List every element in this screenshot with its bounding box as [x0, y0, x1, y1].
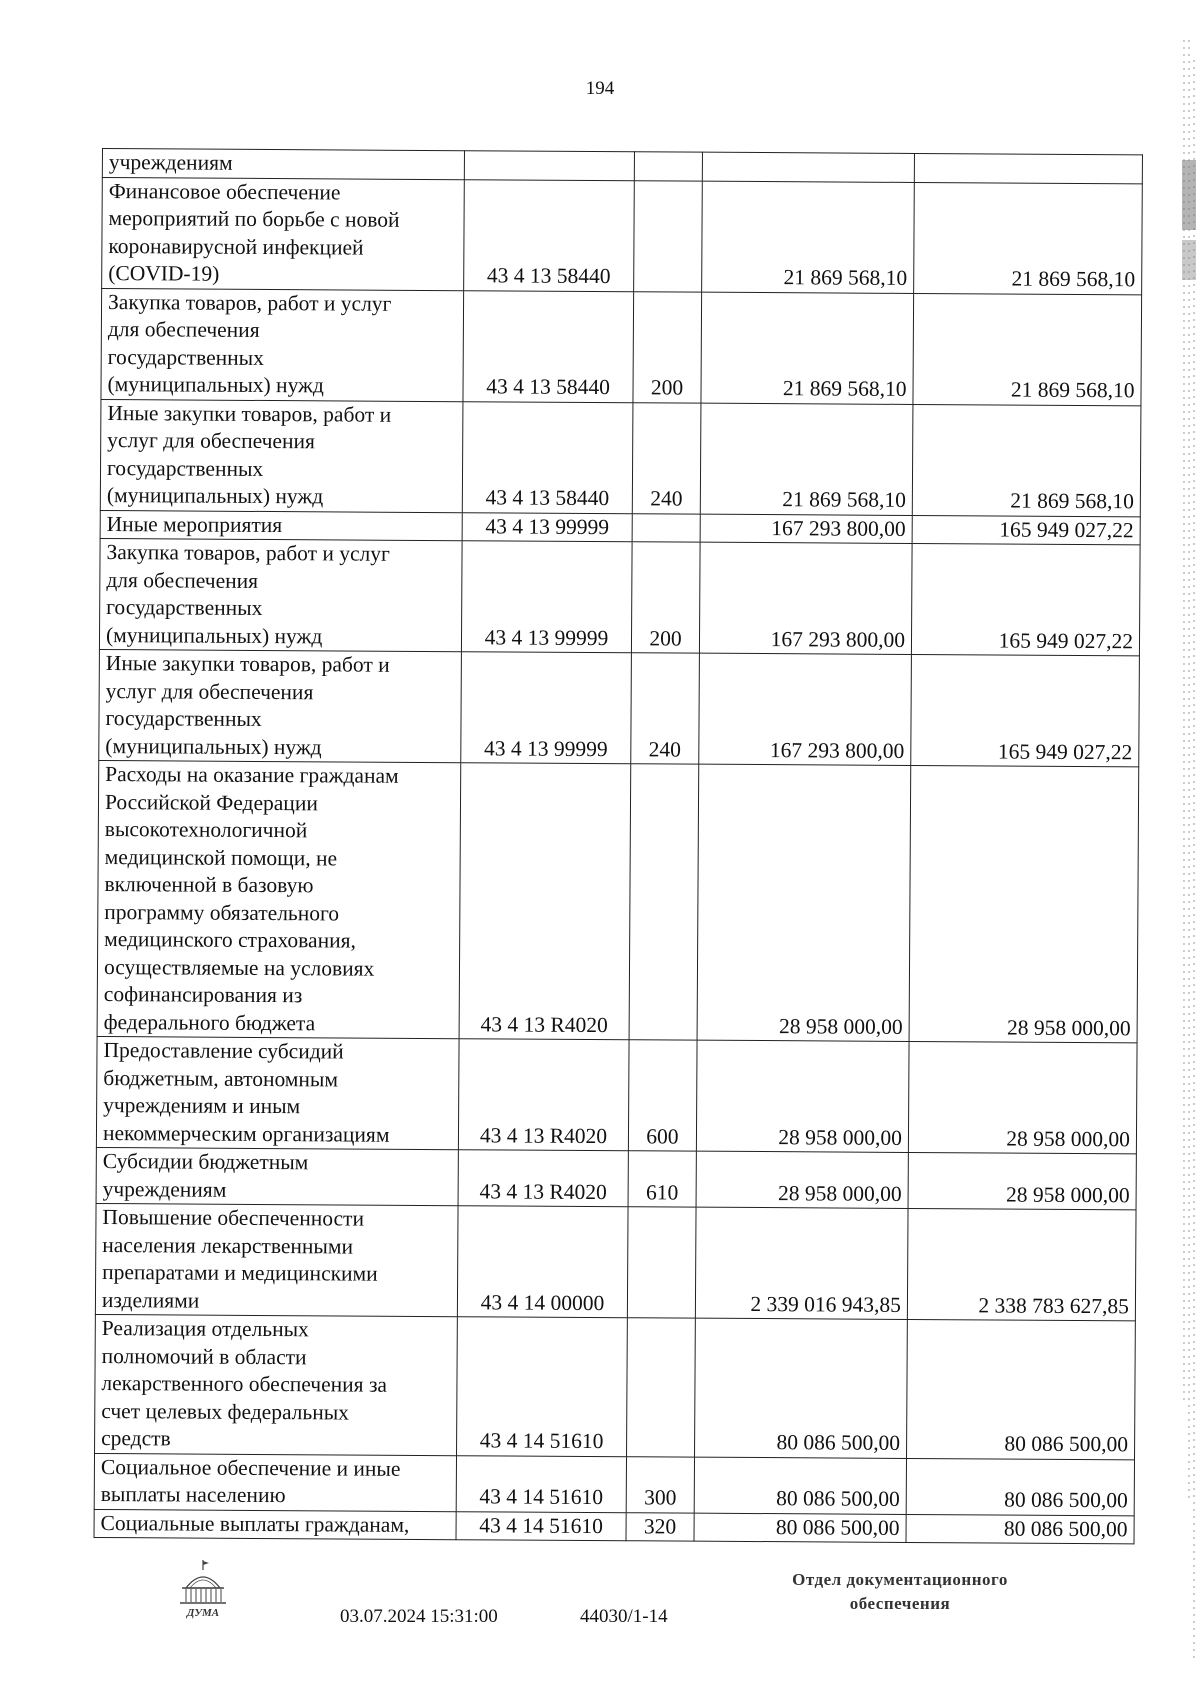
row-amount-2: [914, 153, 1142, 183]
row-name: Финансовое обеспечение мероприятий по борьбе с новой коронавирусной инфекцией (COVID-19): [102, 177, 465, 290]
table-row: [99, 649, 1140, 766]
row-amount-1: 167 293 800,00: [700, 514, 912, 544]
row-name: Иные закупки товаров, работ и услуг для обеспечения государственных (муниципальных) нужд: [99, 649, 462, 762]
row-name: Закупка товаров, работ и услуг для обеспечения государственных (муниципальных) нужд: [101, 288, 464, 401]
row-amount-2: 21 869 568,10: [914, 182, 1143, 294]
row-name: Субсидии бюджетным учреждениям: [96, 1147, 458, 1205]
row-expense-type: [634, 152, 702, 181]
row-amount-2: 28 958 000,00: [909, 765, 1139, 1042]
row-expense-type: 600: [628, 1040, 697, 1151]
table-row: [97, 760, 1139, 1042]
row-code: 43 4 13 58440: [463, 290, 634, 402]
row-code: 43 4 13 99999: [462, 512, 632, 542]
footer-date: 03.07.2024 15:31:00: [340, 1606, 498, 1627]
row-code: 43 4 14 51610: [456, 1511, 626, 1541]
row-amount-1: 80 086 500,00: [694, 1457, 906, 1514]
row-name: Социальное обеспечение и иные выплаты населению: [94, 1453, 456, 1511]
row-code: 43 4 13 99999: [461, 541, 632, 653]
row-amount-2: 165 949 027,22: [911, 654, 1140, 766]
row-name: Повышение обеспеченности населения лекарственными препаратами и медицинскими изделиями: [95, 1203, 458, 1316]
duma-logo-text: ДУМА: [186, 1607, 220, 1619]
row-code: 43 4 13 R4020: [459, 763, 631, 1040]
row-code: 43 4 14 00000: [457, 1206, 628, 1318]
row-amount-2: 80 086 500,00: [907, 1319, 1136, 1459]
row-expense-type: 610: [628, 1151, 696, 1207]
table-row: [102, 177, 1143, 294]
row-amount-1: 21 869 568,10: [701, 292, 914, 404]
row-name: Реализация отдельных полномочий в области лекарственного обеспечения за счет целевых федеральных средств: [95, 1314, 458, 1455]
budget-table: [94, 148, 1143, 1544]
row-amount-2: 21 869 568,10: [913, 293, 1142, 405]
row-expense-type: [627, 1318, 696, 1457]
table-row: [94, 1453, 1134, 1515]
row-amount-1: 28 958 000,00: [697, 764, 911, 1041]
table-row: [95, 1314, 1136, 1459]
row-expense-type: [632, 513, 700, 542]
row-expense-type: 300: [626, 1456, 694, 1512]
scan-edge-marks: [1180, 0, 1200, 1695]
table-row: [96, 1147, 1136, 1209]
row-amount-2: 165 949 027,22: [911, 543, 1140, 655]
table-row: [94, 1509, 1134, 1544]
row-amount-2: 165 949 027,22: [912, 515, 1140, 545]
row-amount-2: 80 086 500,00: [906, 1514, 1134, 1544]
row-name: Иные закупки товаров, работ и услуг для обеспечения государственных (муниципальных) нужд: [100, 399, 463, 512]
table-row: [99, 538, 1140, 655]
row-name: Социальные выплаты гражданам,: [94, 1509, 456, 1540]
footer-stamp: Отдел документационного обеспечения: [792, 1570, 1008, 1613]
duma-logo-icon: [172, 1558, 234, 1620]
row-code: 43 4 13 58440: [464, 179, 635, 291]
row-amount-2: 21 869 568,10: [912, 404, 1141, 516]
table-row: [96, 1036, 1137, 1153]
row-amount-1: 80 086 500,00: [694, 1513, 906, 1543]
row-name: Расходы на оказание гражданам Российской Федерации высокотехнологичной медицинской помощи, не включенной в базовую программу обязательного медицинского страхования, осуществляемые на условиях софинансирования из федерального бюджета: [97, 760, 461, 1038]
row-expense-type: [627, 1207, 696, 1318]
row-amount-1: 28 958 000,00: [696, 1040, 909, 1152]
row-code: 43 4 13 R4020: [458, 1150, 628, 1207]
row-expense-type: 240: [632, 402, 701, 513]
row-expense-type: 320: [626, 1512, 694, 1541]
row-code: 43 4 13 58440: [462, 401, 633, 513]
row-expense-type: 200: [633, 291, 702, 402]
row-amount-2: 2 338 783 627,85: [907, 1208, 1136, 1320]
row-expense-type: [634, 180, 703, 291]
row-amount-1: 167 293 800,00: [699, 542, 912, 654]
row-expense-type: [629, 764, 699, 1040]
row-amount-2: 80 086 500,00: [906, 1458, 1134, 1515]
table-row: [101, 288, 1142, 405]
table-row: [95, 1203, 1136, 1320]
row-expense-type: 240: [631, 653, 700, 764]
row-code: [464, 151, 634, 181]
row-expense-type: 200: [631, 542, 700, 653]
row-amount-2: 28 958 000,00: [908, 1041, 1137, 1153]
row-amount-1: 2 339 016 943,85: [695, 1207, 908, 1319]
table-row: [100, 399, 1141, 516]
row-amount-1: 21 869 568,10: [702, 181, 915, 293]
row-amount-2: 28 958 000,00: [908, 1152, 1136, 1209]
row-name: Предоставление субсидий бюджетным, автономным учреждениям и иным некоммерческим организациям: [96, 1036, 459, 1149]
footer-reg-number: 44030/1-14: [580, 1606, 668, 1627]
row-code: 43 4 13 R4020: [458, 1039, 629, 1151]
row-name: учреждениям: [102, 149, 464, 180]
row-amount-1: 21 869 568,10: [700, 403, 913, 515]
row-code: 43 4 14 51610: [456, 1455, 626, 1512]
budget-table-body: [94, 149, 1142, 1544]
row-amount-1: [702, 152, 914, 182]
row-code: 43 4 13 99999: [461, 652, 632, 764]
page-number: 194: [585, 78, 615, 99]
row-name: Закупка товаров, работ и услуг для обеспечения государственных (муниципальных) нужд: [99, 538, 462, 651]
row-amount-1: 28 958 000,00: [696, 1151, 908, 1208]
row-amount-1: 167 293 800,00: [699, 653, 912, 765]
row-code: 43 4 14 51610: [457, 1317, 628, 1457]
row-name: Иные мероприятия: [100, 510, 462, 541]
row-amount-1: 80 086 500,00: [695, 1318, 908, 1458]
